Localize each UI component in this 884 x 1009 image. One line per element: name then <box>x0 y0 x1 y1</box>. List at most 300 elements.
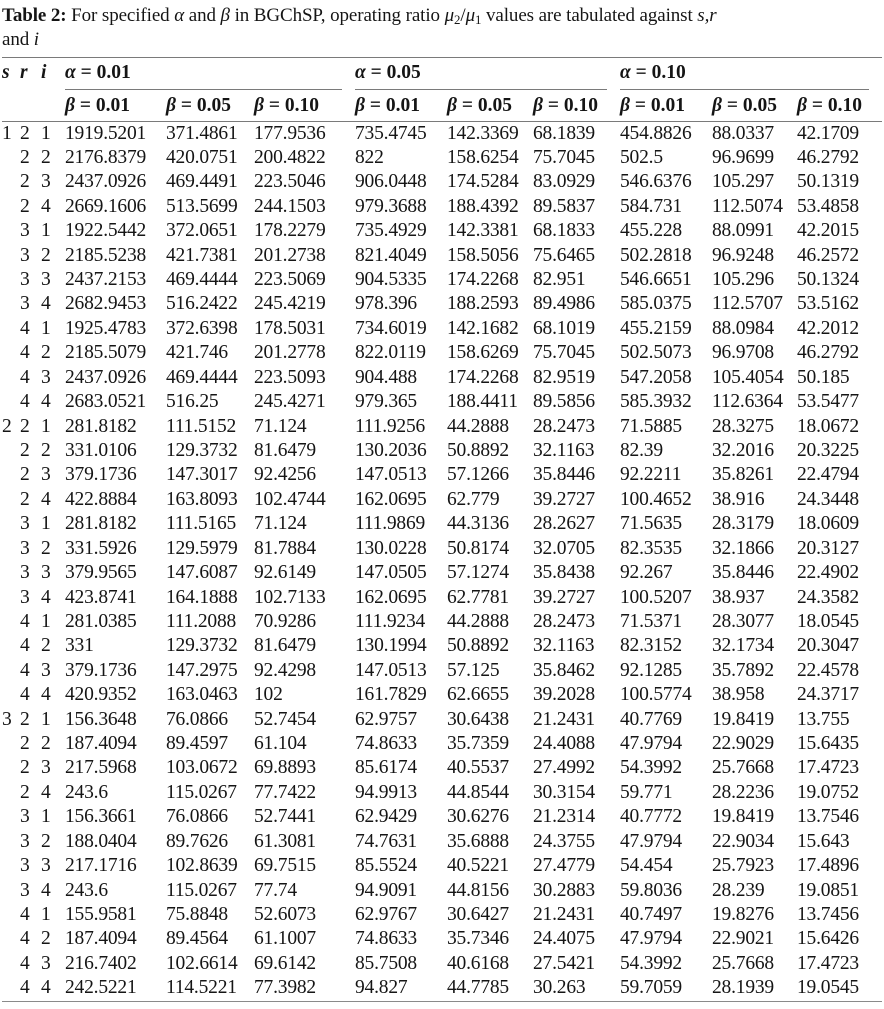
cell-i: 3 <box>41 952 51 974</box>
alpha-group-header-2: α = 0.05 <box>355 58 620 91</box>
cell-s <box>2 586 20 610</box>
table-row <box>2 439 882 463</box>
cell-value: 379.9565 <box>65 562 137 584</box>
cell-value: 27.4992 <box>533 757 595 779</box>
table-header <box>2 58 882 122</box>
cell-value: 421.7381 <box>166 244 238 266</box>
beta-symbol: β <box>220 5 230 26</box>
cell-value: 22.4794 <box>797 464 859 486</box>
cell-s <box>2 219 20 243</box>
cell-s <box>2 488 20 512</box>
cell-value: 906.0448 <box>355 171 427 193</box>
cell-s: 3 <box>2 708 12 730</box>
cell-s: 1 <box>2 122 12 144</box>
i-variable: i <box>33 29 39 50</box>
cell-value: 904.5335 <box>355 269 427 291</box>
mu-denominator: μ <box>465 5 475 26</box>
cell-value: 54.454 <box>620 855 673 877</box>
ratio-slash: / <box>460 5 466 26</box>
col-header-s: s <box>2 62 10 83</box>
cell-r: 4 <box>20 366 30 388</box>
cell-value: 142.3381 <box>447 220 519 242</box>
cell-value: 155.9581 <box>65 904 137 925</box>
cell-r: 4 <box>20 952 30 974</box>
table-row <box>2 121 882 146</box>
cell-value: 77.7422 <box>254 781 316 803</box>
cell-value: 35.8261 <box>712 464 774 486</box>
cell-value: 19.0545 <box>797 976 882 1001</box>
cell-value: 40.7769 <box>620 708 682 730</box>
cell-i: 3 <box>41 366 51 388</box>
table-row <box>2 292 882 316</box>
alpha-group-header-1: α = 0.01 <box>65 58 355 91</box>
cell-s <box>2 659 20 683</box>
cell-value: 735.4745 <box>355 122 427 144</box>
cell-s <box>2 805 20 829</box>
table-row <box>2 952 882 976</box>
cell-r: 2 <box>20 781 30 803</box>
cell-value: 71.5371 <box>620 610 682 632</box>
cell-value: 30.3154 <box>533 781 595 803</box>
cell-value: 188.2593 <box>447 293 519 315</box>
table-row <box>2 586 882 610</box>
cell-value: 75.7045 <box>533 342 595 364</box>
cell-value: 164.1888 <box>166 586 238 608</box>
cell-value: 371.4861 <box>166 122 238 144</box>
cell-value: 40.7772 <box>620 806 682 828</box>
cell-value: 546.6651 <box>620 269 692 291</box>
cell-value: 96.9708 <box>712 342 774 364</box>
cell-value: 30.6438 <box>447 708 509 730</box>
cell-value: 2185.5238 <box>65 244 147 266</box>
cell-value: 502.2818 <box>620 244 692 266</box>
cell-r: 3 <box>20 269 30 291</box>
cell-value: 20.3047 <box>797 635 859 657</box>
cell-value: 35.8446 <box>533 464 595 486</box>
cell-value: 20.3225 <box>797 439 859 461</box>
cell-value: 111.5165 <box>166 513 237 535</box>
cell-value: 71.5635 <box>620 513 682 535</box>
caption-text: values are tabulated against <box>481 5 698 26</box>
cell-value: 71.5885 <box>620 415 682 437</box>
cell-value: 735.4929 <box>355 220 427 242</box>
cell-value: 112.6364 <box>712 391 783 413</box>
cell-value: 75.6465 <box>533 244 595 266</box>
cell-value: 21.2431 <box>533 904 595 925</box>
cell-value: 174.2268 <box>447 269 519 291</box>
cell-r: 4 <box>20 659 30 681</box>
cell-value: 2682.9453 <box>65 293 147 315</box>
cell-value: 111.2088 <box>166 610 237 632</box>
cell-value: 188.4392 <box>447 195 519 217</box>
cell-value: 102 <box>254 684 283 706</box>
cell-value: 421.746 <box>166 342 228 364</box>
cell-value: 44.8156 <box>447 879 509 901</box>
cell-i: 3 <box>41 562 51 584</box>
cell-value: 32.1163 <box>533 635 595 657</box>
cell-value: 53.5162 <box>797 293 859 315</box>
table-row <box>2 415 882 439</box>
table-row <box>2 341 882 365</box>
cell-value: 82.3152 <box>620 635 682 657</box>
cell-value: 111.9869 <box>355 513 426 535</box>
cell-value: 15.6426 <box>797 928 859 950</box>
cell-value: 147.0505 <box>355 562 427 584</box>
cell-value: 94.827 <box>355 976 447 1001</box>
cell-value: 245.4219 <box>254 293 326 315</box>
cell-value: 42.2012 <box>797 317 859 339</box>
cell-value: 62.6655 <box>447 684 509 706</box>
cell-value: 105.296 <box>712 269 774 291</box>
cell-value: 44.2888 <box>447 415 509 437</box>
cell-value: 979.3688 <box>355 195 427 217</box>
cell-value: 281.0385 <box>65 610 137 632</box>
cell-value: 163.8093 <box>166 488 238 510</box>
table-row <box>2 610 882 634</box>
cell-value: 96.9699 <box>712 146 774 168</box>
cell-value: 82.3535 <box>620 537 682 559</box>
cell-value: 142.1682 <box>447 317 519 339</box>
cell-value: 68.1839 <box>533 122 595 144</box>
cell-value: 35.8438 <box>533 562 595 584</box>
alpha-symbol: α <box>620 62 631 83</box>
cell-value: 244.1503 <box>254 195 326 217</box>
cell-value: 50.8892 <box>447 439 509 461</box>
cell-value: 19.8276 <box>712 904 774 925</box>
cell-value: 88.0337 <box>712 122 774 144</box>
cell-value: 19.8419 <box>712 806 774 828</box>
beta-col-header: β = 0.01 <box>355 91 447 122</box>
cell-value: 469.4444 <box>166 269 238 291</box>
cell-value: 38.958 <box>712 684 765 706</box>
cell-value: 28.239 <box>712 879 765 901</box>
cell-s <box>2 854 20 878</box>
cell-value: 147.2975 <box>166 659 238 681</box>
cell-value: 217.5968 <box>65 757 137 779</box>
cell-r: 2 <box>20 733 30 755</box>
cell-i: 1 <box>41 806 51 828</box>
beta-symbol: β <box>254 95 264 116</box>
cell-i: 1 <box>41 317 51 339</box>
cell-value: 18.0672 <box>797 415 859 437</box>
cell-i: 2 <box>41 146 51 168</box>
cell-s <box>2 732 20 756</box>
table-row <box>2 756 882 780</box>
cell-value: 502.5073 <box>620 342 692 364</box>
cell-value: 42.1709 <box>797 122 859 144</box>
cell-value: 188.4411 <box>447 391 518 413</box>
table-row <box>2 683 882 707</box>
cell-i: 2 <box>41 928 51 950</box>
cell-value: 96.9248 <box>712 244 774 266</box>
cell-value: 57.1266 <box>447 464 509 486</box>
cell-value: 161.7829 <box>355 684 427 706</box>
cell-i: 1 <box>41 220 51 242</box>
cell-value: 19.0752 <box>797 781 859 803</box>
cell-value: 103.0672 <box>166 757 238 779</box>
cell-value: 111.9234 <box>355 610 426 632</box>
cell-value: 102.4744 <box>254 488 326 510</box>
cell-value: 24.4088 <box>533 733 595 755</box>
cell-value: 46.2572 <box>797 244 859 266</box>
caption-text: in BGChSP, operating ratio <box>229 5 445 26</box>
cell-value: 100.5207 <box>620 586 692 608</box>
cell-value: 15.643 <box>797 830 850 852</box>
cell-value: 469.4491 <box>166 171 238 193</box>
cell-value: 44.2888 <box>447 610 509 632</box>
cell-value: 92.4298 <box>254 659 316 681</box>
cell-value: 2437.0926 <box>65 171 147 193</box>
cell-value: 455.2159 <box>620 317 692 339</box>
cell-value: 187.4094 <box>65 928 137 950</box>
cell-value: 40.6168 <box>447 952 509 974</box>
cell-value: 24.3448 <box>797 488 859 510</box>
cell-r: 4 <box>20 684 30 706</box>
cell-value: 57.125 <box>447 659 500 681</box>
caption-label: Table 2: <box>2 5 67 26</box>
cell-r: 4 <box>20 904 30 925</box>
cell-value: 25.7923 <box>712 855 774 877</box>
cell-value: 100.4652 <box>620 488 692 510</box>
cell-value: 28.1939 <box>712 976 797 1001</box>
cell-s <box>2 927 20 951</box>
cell-value: 42.2015 <box>797 220 859 242</box>
cell-value: 44.3136 <box>447 513 509 535</box>
cell-i: 4 <box>41 976 65 1001</box>
cell-value: 331.0106 <box>65 439 137 461</box>
cell-s <box>2 195 20 219</box>
beta-col-header: β = 0.10 <box>533 91 620 122</box>
cell-value: 242.5221 <box>65 976 166 1001</box>
alpha-group-header-3: α = 0.10 <box>620 58 882 91</box>
cell-i: 3 <box>41 855 51 877</box>
cell-value: 13.755 <box>797 708 850 730</box>
cell-value: 147.6087 <box>166 562 238 584</box>
table-row <box>2 146 882 170</box>
cell-value: 50.185 <box>797 366 850 388</box>
cell-value: 61.1007 <box>254 928 316 950</box>
cell-value: 147.0513 <box>355 464 427 486</box>
cell-value: 35.7346 <box>447 928 509 950</box>
table-row <box>2 463 882 487</box>
cell-value: 35.8462 <box>533 659 595 681</box>
cell-value: 76.0866 <box>166 708 228 730</box>
cell-value: 77.74 <box>254 879 297 901</box>
cell-i: 1 <box>41 708 51 730</box>
cell-value: 822 <box>355 146 384 168</box>
cell-value: 27.4779 <box>533 855 595 877</box>
alpha-symbol: α <box>355 62 366 83</box>
cell-value: 112.5074 <box>712 195 783 217</box>
table-row <box>2 903 882 927</box>
cell-r: 2 <box>20 439 30 461</box>
alpha-header-row <box>2 58 882 91</box>
table-row <box>2 537 882 561</box>
cell-value: 32.2016 <box>712 439 774 461</box>
cell-s <box>2 879 20 903</box>
cell-value: 89.7626 <box>166 830 228 852</box>
cell-i: 4 <box>41 391 51 413</box>
cell-value: 57.1274 <box>447 562 509 584</box>
cell-value: 423.8741 <box>65 586 137 608</box>
beta-symbol: β <box>712 95 722 116</box>
cell-value: 502.5 <box>620 146 663 168</box>
cell-r: 3 <box>20 293 30 315</box>
cell-value: 92.1285 <box>620 659 682 681</box>
cell-value: 115.0267 <box>166 879 237 901</box>
table-row <box>2 879 882 903</box>
cell-value: 2176.8379 <box>65 146 147 168</box>
cell-i: 1 <box>41 610 51 632</box>
cell-value: 77.3982 <box>254 976 355 1001</box>
alpha-symbol: α <box>174 5 185 26</box>
cell-r: 2 <box>20 122 30 144</box>
cell-value: 243.6 <box>65 781 108 803</box>
cell-value: 74.7631 <box>355 830 417 852</box>
cell-value: 174.5284 <box>447 171 519 193</box>
cell-value: 75.8848 <box>166 904 228 925</box>
cell-value: 142.3369 <box>447 122 519 144</box>
operating-ratio-table <box>2 57 882 1002</box>
cell-value: 217.1716 <box>65 855 137 877</box>
cell-value: 40.5221 <box>447 855 509 877</box>
cell-value: 17.4896 <box>797 855 859 877</box>
cell-value: 24.3755 <box>533 830 595 852</box>
cell-value: 35.8446 <box>712 562 774 584</box>
beta-col-header: β = 0.05 <box>712 91 797 122</box>
table-row <box>2 976 882 1001</box>
cell-i: 3 <box>41 464 51 486</box>
table-row <box>2 830 882 854</box>
cell-i: 2 <box>41 342 51 364</box>
cell-i: 1 <box>41 904 51 925</box>
table-row <box>2 390 882 414</box>
cell-value: 147.3017 <box>166 464 238 486</box>
cell-s <box>2 976 20 1001</box>
cell-value: 30.263 <box>533 976 620 1001</box>
cell-r: 3 <box>20 244 30 266</box>
cell-value: 62.779 <box>447 488 500 510</box>
cell-value: 89.4986 <box>533 293 595 315</box>
cell-value: 61.3081 <box>254 830 316 852</box>
cell-value: 177.9536 <box>254 122 326 144</box>
cell-value: 88.0984 <box>712 317 774 339</box>
cell-value: 379.1736 <box>65 659 137 681</box>
cell-value: 62.9767 <box>355 904 417 925</box>
cell-value: 62.7781 <box>447 586 509 608</box>
cell-i: 2 <box>41 537 51 559</box>
cell-value: 22.4902 <box>797 562 859 584</box>
cell-value: 13.7456 <box>797 904 859 925</box>
cell-r: 3 <box>20 562 30 584</box>
cell-value: 821.4049 <box>355 244 427 266</box>
cell-s <box>2 317 20 341</box>
cell-value: 18.0545 <box>797 610 859 632</box>
cell-value: 24.3582 <box>797 586 859 608</box>
cell-value: 115.0267 <box>166 781 237 803</box>
cell-value: 59.7059 <box>620 976 712 1001</box>
cell-value: 105.297 <box>712 171 774 193</box>
cell-value: 28.2473 <box>533 415 595 437</box>
table-body <box>2 121 882 1001</box>
cell-s <box>2 610 20 634</box>
cell-i: 4 <box>41 195 51 217</box>
cell-value: 178.2279 <box>254 220 326 242</box>
cell-value: 129.3732 <box>166 635 238 657</box>
cell-value: 28.2236 <box>712 781 774 803</box>
cell-value: 32.0705 <box>533 537 595 559</box>
cell-i: 2 <box>41 635 51 657</box>
cell-value: 40.7497 <box>620 904 682 925</box>
cell-r: 3 <box>20 537 30 559</box>
cell-i: 3 <box>41 757 51 779</box>
cell-value: 54.3992 <box>620 757 682 779</box>
cell-value: 156.3661 <box>65 806 137 828</box>
cell-value: 245.4271 <box>254 391 326 413</box>
cell-value: 71.124 <box>254 415 307 437</box>
spacer-cell <box>41 91 65 122</box>
cell-value: 19.8419 <box>712 708 774 730</box>
cell-value: 28.3077 <box>712 610 774 632</box>
cell-r: 4 <box>20 928 30 950</box>
cell-s <box>2 512 20 536</box>
cell-value: 88.0991 <box>712 220 774 242</box>
cell-i: 3 <box>41 171 51 193</box>
cell-value: 20.3127 <box>797 537 859 559</box>
beta-col-header: β = 0.10 <box>797 91 882 122</box>
cell-value: 420.0751 <box>166 146 238 168</box>
cell-value: 39.2727 <box>533 586 595 608</box>
cell-value: 102.8639 <box>166 855 238 877</box>
cell-value: 979.365 <box>355 391 417 413</box>
cell-value: 22.9021 <box>712 928 774 950</box>
cell-value: 92.267 <box>620 562 673 584</box>
table-row <box>2 732 882 756</box>
cell-value: 46.2792 <box>797 342 859 364</box>
cell-i: 4 <box>41 879 51 901</box>
cell-value: 24.4075 <box>533 928 595 950</box>
cell-s <box>2 244 20 268</box>
cell-s <box>2 390 20 414</box>
cell-value: 38.937 <box>712 586 765 608</box>
table-caption <box>2 4 884 52</box>
cell-value: 114.5221 <box>166 976 254 1001</box>
cell-r: 2 <box>20 757 30 779</box>
cell-value: 81.6479 <box>254 635 316 657</box>
cell-value: 516.2422 <box>166 293 238 315</box>
cell-value: 2669.1606 <box>65 195 147 217</box>
beta-symbol: β <box>166 95 176 116</box>
cell-value: 281.8182 <box>65 415 137 437</box>
table-row <box>2 268 882 292</box>
cell-value: 28.2473 <box>533 610 595 632</box>
cell-s <box>2 341 20 365</box>
cell-value: 513.5699 <box>166 195 238 217</box>
cell-value: 163.0463 <box>166 684 238 706</box>
cell-r: 4 <box>20 342 30 364</box>
cell-s <box>2 292 20 316</box>
cell-value: 111.5152 <box>166 415 237 437</box>
cell-i: 2 <box>41 439 51 461</box>
cell-value: 158.5056 <box>447 244 519 266</box>
cell-value: 904.488 <box>355 366 417 388</box>
mu-numerator-subscript: 2 <box>454 11 461 27</box>
cell-value: 156.3648 <box>65 708 137 730</box>
cell-value: 102.7133 <box>254 586 326 608</box>
cell-value: 82.9519 <box>533 366 595 388</box>
cell-s <box>2 537 20 561</box>
table-row <box>2 366 882 390</box>
